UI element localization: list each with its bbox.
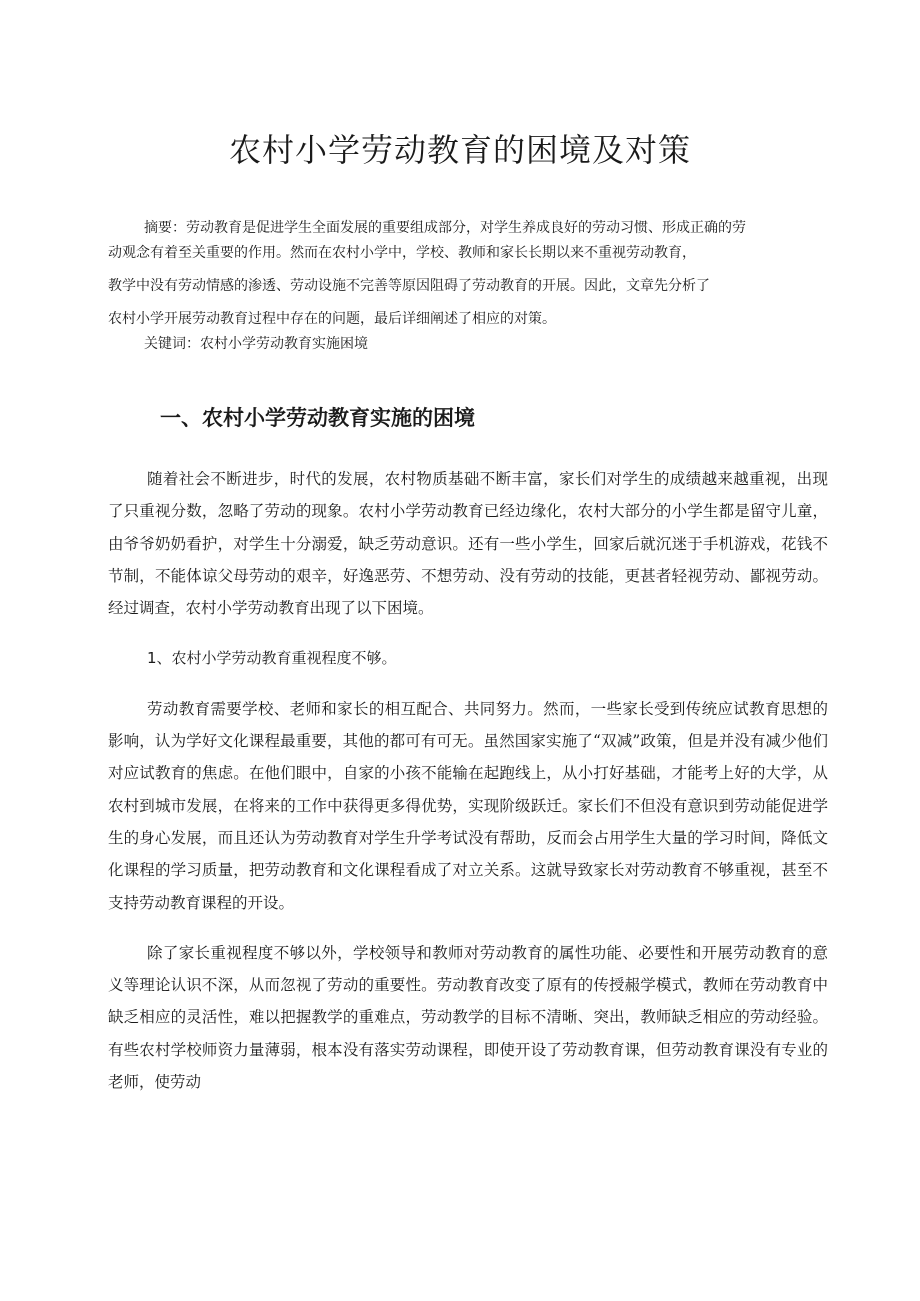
subheading-1: 1、农村小学劳动教育重视程度不够。 [147, 649, 397, 668]
abstract-line-2: 动观念有着至关重要的作用。然而在农村小学中，学校、教师和家长长期以来不重视劳动教育， [108, 245, 696, 261]
abstract-line-1: 摘要：劳动教育是促进学生全面发展的重要组成部分，对学生养成良好的劳动习惯、形成正确的劳 [144, 220, 746, 236]
paragraph-2: 劳动教育需要学校、老师和家长的相互配合、共同努力。然而，一些家长受到传统应试教育思想的影响，认为学好文化课程最重要，其他的都可有可无。虽然国家实施了“双减”政策，但是并没有减少他们对应试教育的焦虑。在他们眼中，自家的小孩不能输在起跑线上，从小打好基础，才能考上好的大学，从农村到城市发展，在将来的工作中获得更多得优势，实现阶级跃迁。家长们不但没有意识到劳动能促进学生的身心发展，而且还认为劳动教育对学生升学考试没有帮助，反而会占用学生大量的学习时间，降低文化课程的学习质量，把劳动教育和文化课程看成了对立关系。这就导致家长对劳动教育不够重视，甚至不支持劳动教育课程的开设。 [108, 699, 828, 912]
keywords-line: 关键词：农村小学劳动教育实施困境 [144, 336, 368, 352]
abstract-line-4: 农村小学开展劳动教育过程中存在的问题，最后详细阐述了相应的对策。 [108, 311, 556, 327]
abstract-line-3: 教学中没有劳动情感的渗透、劳动设施不完善等原因阻碍了劳动教育的开展。因此，文章先分析了 [108, 278, 710, 294]
paragraph-3: 除了家长重视程度不够以外，学校领导和教师对劳动教育的属性功能、必要性和开展劳动教育的意义等理论认识不深，从而忽视了劳动的重要性。劳动教育改变了原有的传授赧学模式，教师在劳动教育中缺乏相应的灵活性，难以把握教学的重难点，劳动教学的目标不清晰、突出，教师缺乏相应的劳动经验。有些农村学校师资力量薄弱，根本没有落实劳动课程，即使开设了劳动教育课，但劳动教育课没有专业的老师，使劳动 [108, 943, 828, 1092]
section-heading-1: 一、农村小学劳动教育实施的困境 [160, 406, 475, 430]
section-body [108, 463, 828, 1098]
paragraph-1: 随着社会不断进步，时代的发展，农村物质基础不断丰富，家长们对学生的成绩越来越重视，出现了只重视分数，忽略了劳动的现象。农村小学劳动教育已经边缘化，农村大部分的小学生都是留守儿童，由爷爷奶奶看护，对学生十分溺爱，缺乏劳动意识。还有一些小学生，回家后就沉迷于手机游戏，花钱不节制，不能体谅父母劳动的艰辛，好逸恶劳、不想劳动、没有劳动的技能，更甚者轻视劳动、鄙视劳动。经过调查，农村小学劳动教育出现了以下困境。 [108, 470, 828, 618]
abstract-block [108, 216, 828, 357]
document-title: 农村小学劳动教育的困境及对策 [228, 131, 691, 169]
